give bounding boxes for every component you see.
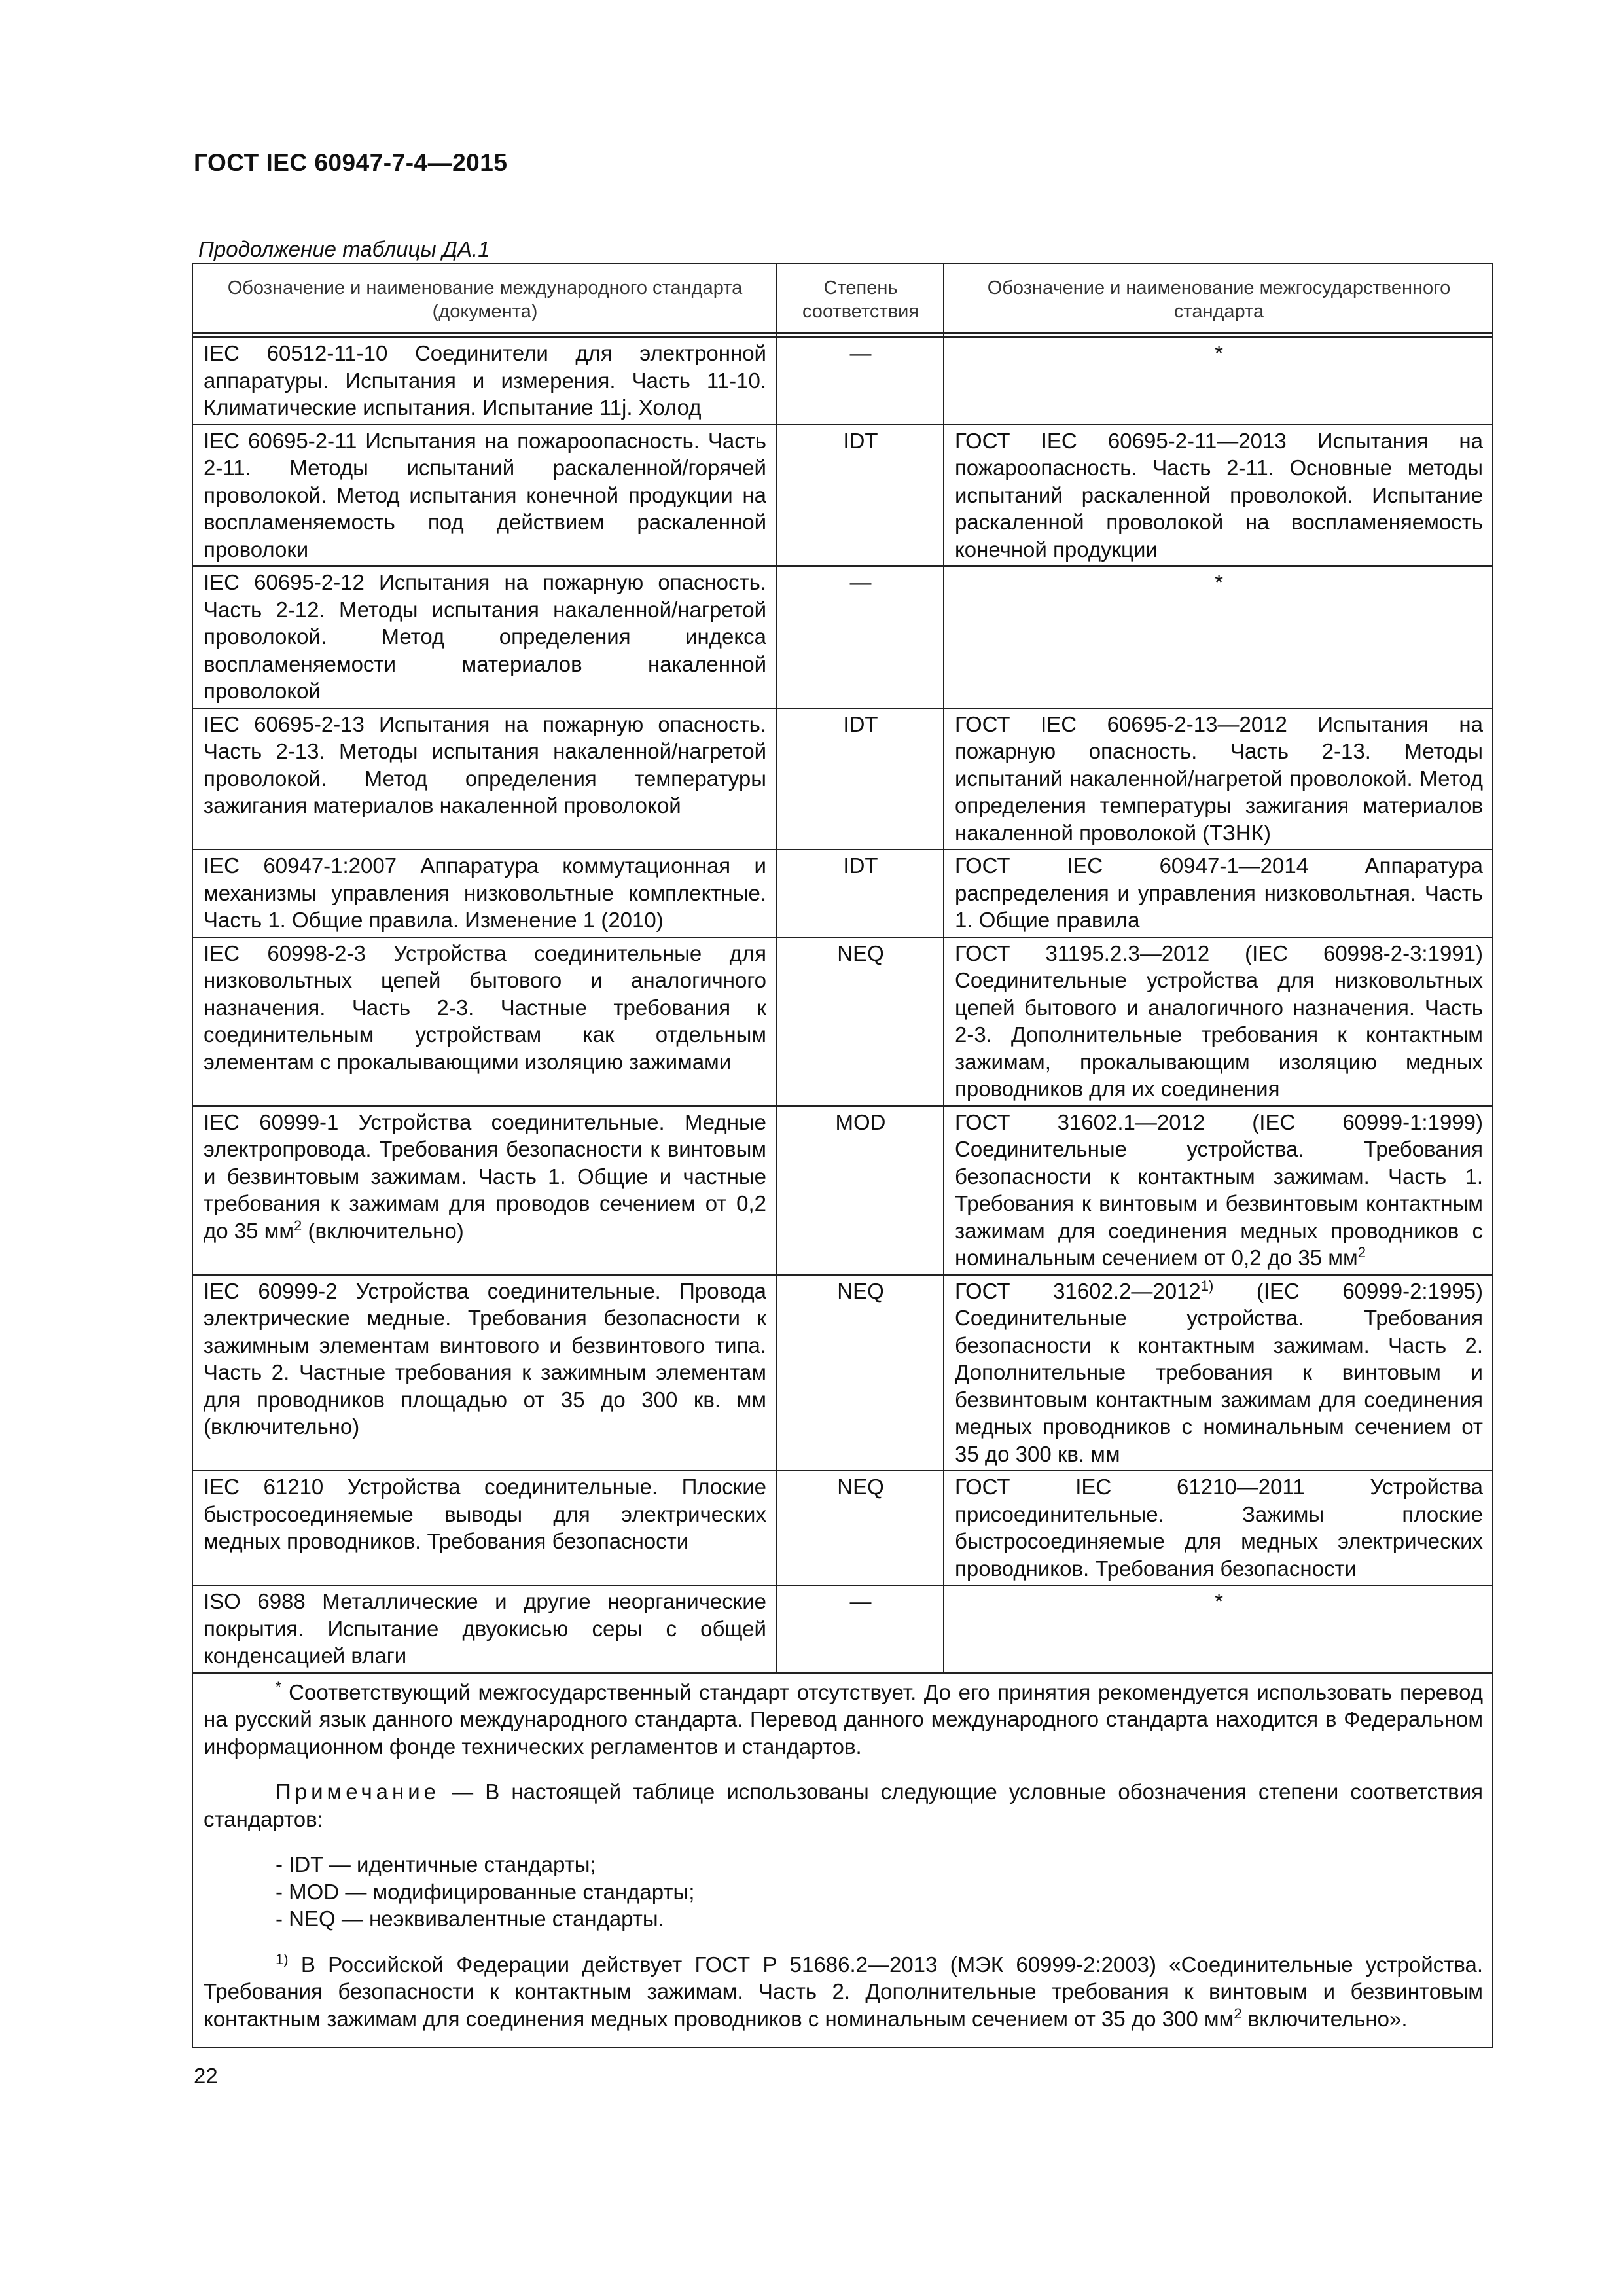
legend-item: - NEQ — неэквивалентные стандарты. xyxy=(276,1907,664,1931)
intl-text-tail: (включительно) xyxy=(302,1218,464,1243)
superscript: 2 xyxy=(294,1217,302,1234)
degree-cell: NEQ xyxy=(776,1471,944,1585)
page-number: 22 xyxy=(194,2064,218,2088)
table-row xyxy=(192,566,1493,708)
footnote-1-tail: включительно». xyxy=(1241,2006,1408,2031)
standards-table xyxy=(192,263,1493,2048)
national-standard-cell xyxy=(944,1275,1493,1471)
national-standard-cell: ГОСТ IEC 60695-2-13—2012 Испытания на пожарную опасность. Часть 2-13. Методы испытаний накаленной/нагретой проволокой. Метод определения температуры зажигания материалов накаленной проволокой (ТЗНК) xyxy=(944,708,1493,850)
document-header: ГОСТ IEC 60947-7-4—2015 xyxy=(194,149,508,176)
footnotes-cell xyxy=(192,1673,1493,2048)
degree-cell: MOD xyxy=(776,1106,944,1275)
column-header-degree: Степень соответствия xyxy=(776,264,944,333)
table-row xyxy=(192,937,1493,1106)
footnote-1-text: В Российской Федерации действует ГОСТ Р 51686.2—2013 (МЭК 60999-2:2003) «Соединительные устройства. Требования безопасности к контактным зажимам. Часть 2. Дополнительные требования к винтовым и безвинтовым контактным зажимам для соединения медных проводников с номинальным сечением от 35 до 300 мм xyxy=(204,1952,1483,2031)
national-standard-cell: * xyxy=(944,1585,1493,1673)
international-standard-cell: ISO 6988 Металлические и другие неорганические покрытия. Испытание двуокисью серы с общей конденсацией влаги xyxy=(192,1585,776,1673)
degree-cell: IDT xyxy=(776,425,944,567)
table-row xyxy=(192,337,1493,425)
note-paragraph xyxy=(204,1778,1483,1833)
international-standard-cell: IEC 60999-2 Устройства соединительные. Провода электрические медные. Требования безопасности к зажимным элементам винтового и безвинтового типа. Часть 2. Частные требования к зажимным элементам для проводников площадью от 35 до 300 кв. мм (включительно) xyxy=(192,1275,776,1471)
national-standard-cell: ГОСТ 31195.2.3—2012 (IEC 60998-2-3:1991) Соединительные устройства для низковольтных цепей бытового и аналогичного назначения. Часть 2-3. Дополнительные требования к контактным зажимам, прокалывающим изоляцию медных проводников для их соединения xyxy=(944,937,1493,1106)
column-header-international: Обозначение и наименование международного стандарта (документа) xyxy=(192,264,776,333)
degree-cell: — xyxy=(776,337,944,425)
star-footnote-text: Соответствующий межгосударственный стандарт отсутствует. До его принятия рекомендуется использовать перевод на русский язык данного международного стандарта. Перевод данного международного стандарта находится в Федеральном информационном фонде технических регламентов и стандартов. xyxy=(204,1679,1483,1759)
international-standard-cell: IEC 60947-1:2007 Аппаратура коммутационная и механизмы управления низковольтные комплектные. Часть 1. Общие правила. Изменение 1 (2010) xyxy=(192,850,776,937)
table-caption: Продолжение таблицы ДА.1 xyxy=(198,237,490,261)
legend-item: - IDT — идентичные стандарты; xyxy=(276,1852,596,1876)
degree-legend-list xyxy=(276,1851,1483,1933)
table-header-row xyxy=(192,264,1493,333)
degree-cell: — xyxy=(776,1585,944,1673)
degree-cell: IDT xyxy=(776,850,944,937)
national-standard-cell: * xyxy=(944,566,1493,708)
star-footnote xyxy=(204,1679,1483,1761)
national-standard-cell: * xyxy=(944,337,1493,425)
legend-item: - MOD — модифицированные стандарты; xyxy=(276,1879,695,1904)
footnote-1-mark: 1) xyxy=(276,1950,289,1967)
international-standard-cell: IEC 61210 Устройства соединительные. Плоские быстросоединяемые выводы для электрических медных проводников. Требования безопасности xyxy=(192,1471,776,1585)
star-mark: * xyxy=(276,1678,281,1695)
international-standard-cell: IEC 60695-2-13 Испытания на пожарную опасность. Часть 2-13. Методы испытания накаленной/нагретой проволокой. Метод определения температуры зажигания материалов накаленной проволокой xyxy=(192,708,776,850)
national-text: ГОСТ 31602.1—2012 (IEC 60999-1:1999) Соединительные устройства. Требования безопасности к контактным зажимам. Часть 1. Требования к винтовым и безвинтовым контактным зажимам для соединения медных проводников с номинальным сечением от 0,2 до 35 мм xyxy=(955,1109,1483,1270)
international-standard-cell: IEC 60695-2-12 Испытания на пожарную опасность. Часть 2-12. Методы испытания накаленной/нагретой проволокой. Метод определения индекса воспламеняемости материалов накаленной проволокой xyxy=(192,566,776,708)
intl-text: IEC 60999-1 Устройства соединительные. Медные электропровода. Требования безопасности к винтовым и безвинтовым зажимам. Часть 1. Общие и частные требования к зажимам для проводов сечением от 0,2 до 35 мм xyxy=(204,1109,766,1243)
degree-cell: NEQ xyxy=(776,937,944,1106)
superscript: 2 xyxy=(1357,1244,1366,1261)
international-standard-cell xyxy=(192,1106,776,1275)
table-row xyxy=(192,1106,1493,1275)
table-row xyxy=(192,425,1493,567)
international-standard-cell: IEC 60512-11-10 Соединители для электронной аппаратуры. Испытания и измерения. Часть 11-10. Климатические испытания. Испытание 11j. Холод xyxy=(192,337,776,425)
table-row xyxy=(192,708,1493,850)
table-footnotes-row xyxy=(192,1673,1493,2048)
table-row xyxy=(192,1585,1493,1673)
national-text-pre: ГОСТ 31602.2—2012 xyxy=(955,1278,1201,1303)
table-row xyxy=(192,850,1493,937)
table-row xyxy=(192,1275,1493,1471)
national-standard-cell: ГОСТ IEC 60695-2-11—2013 Испытания на пожароопасность. Часть 2-11. Основные методы испытаний раскаленной проволокой. Испытание раскаленной проволокой на воспламеняемость конечной продукции xyxy=(944,425,1493,567)
national-text: (IEC 60999-2:1995) Соединительные устройства. Требования безопасности к контактным зажимам. Часть 2. Дополнительные требования к винтовым и безвинтовым контактным зажимам для соединения медных проводников с номинальным сечением от 35 до 300 кв. мм xyxy=(955,1278,1484,1466)
note-text: — В настоящей таблице использованы следующие условные обозначения степени соответствия стандартов: xyxy=(204,1780,1483,1831)
degree-cell: NEQ xyxy=(776,1275,944,1471)
international-standard-cell: IEC 60695-2-11 Испытания на пожароопасность. Часть 2-11. Методы испытаний раскаленной/горячей проволокой. Метод испытания конечной продукции на воспламеняемость под действием раскаленной проволоки xyxy=(192,425,776,567)
footnote-ref: 1) xyxy=(1200,1277,1214,1294)
degree-cell: IDT xyxy=(776,708,944,850)
note-label: Примечание xyxy=(276,1780,440,1804)
international-standard-cell: IEC 60998-2-3 Устройства соединительные для низковольтных цепей бытового и аналогичного назначения. Часть 2-3. Частные требования к соединительным устройствам как отдельным элементам с прокалывающими изоляцию зажимами xyxy=(192,937,776,1106)
superscript: 2 xyxy=(1234,2005,1242,2022)
column-header-national: Обозначение и наименование межгосударственного стандарта xyxy=(944,264,1493,333)
national-standard-cell: ГОСТ IEC 60947-1—2014 Аппаратура распределения и управления низковольтная. Часть 1. Общие правила xyxy=(944,850,1493,937)
national-standard-cell: ГОСТ IEC 61210—2011 Устройства присоединительные. Зажимы плоские быстросоединяемые для медных электрических проводников. Требования безопасности xyxy=(944,1471,1493,1585)
national-standard-cell xyxy=(944,1106,1493,1275)
table-row xyxy=(192,1471,1493,1585)
degree-cell: — xyxy=(776,566,944,708)
footnote-1 xyxy=(204,1951,1483,2033)
